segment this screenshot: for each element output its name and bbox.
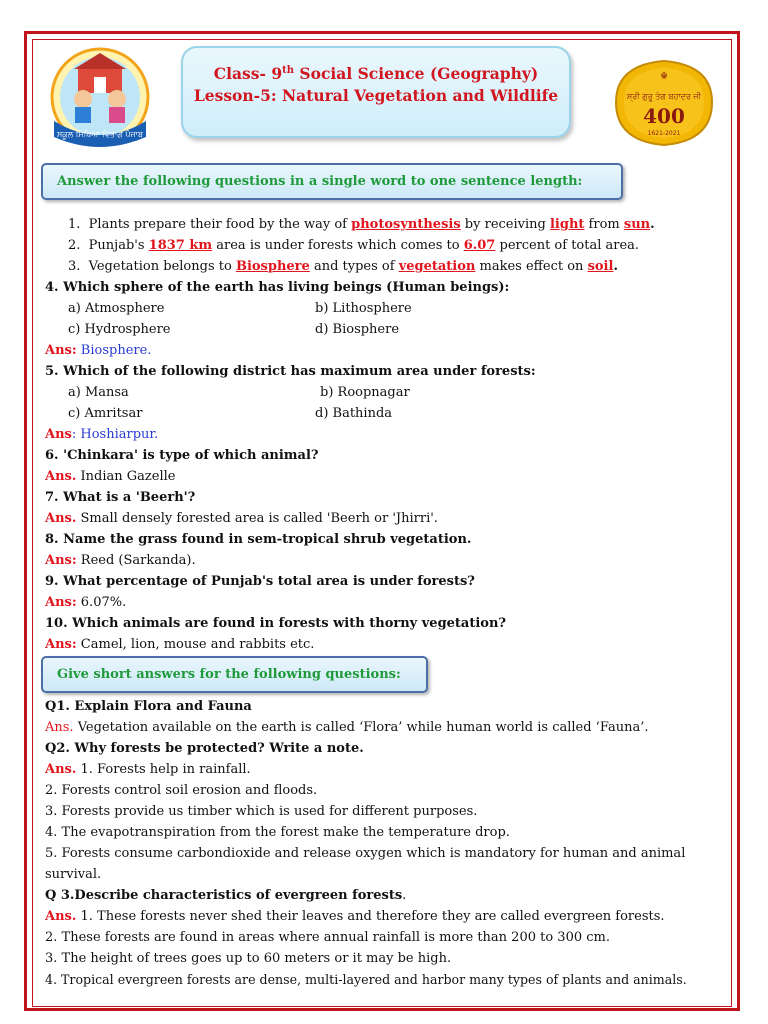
svg-text:☬: ☬ [660,71,668,82]
short-question-1: Q1. Explain Flora and Fauna [45,699,252,714]
sq3-answer-point-1: Ans. 1. These forests never shed their leaves and therefore they are called evergreen forests. [45,909,665,924]
question-6: 6. 'Chinkara' is type of which animal? [45,448,319,463]
title-box [181,46,571,138]
logo-right-number: 400 [643,104,685,128]
question-7: 7. What is a 'Beerh'? [45,490,196,505]
q5-option-c: c) Amritsar [68,406,143,421]
fill-in-question-3: 3. Vegetation belongs to Biosphere and types of vegetation makes effect on soil. [68,259,618,274]
short-question-2: Q2. Why forests be protected? Write a note. [45,741,364,756]
sq1-answer: Ans. Vegetation available on the earth is called ‘Flora’ while human world is called ‘Fauna’. [45,720,649,735]
logo-right-years: 1621-2021 [647,130,681,137]
question-10: 10. Which animals are found in forests with thorny vegetation? [45,616,507,631]
logo-left-caption: ਸਕੂਲ ਸਿੱਖਿਆ ਵਿਭਾਗ ਪੰਜਾਬ [56,130,144,139]
sq2-answer-point-5-cont: survival. [45,867,102,882]
anniversary-400-logo [606,55,722,149]
q5-option-a: a) Mansa [68,385,129,400]
sq3-answer-point-4: 4. Tropical evergreen forests are dense, multi-layered and harbor many types of plants and animals. [45,972,687,987]
logo-right-caption: ਸ੍ਰੀ ਗੁਰੂ ਤੇਗ ਬਹਾਦਰ ਜੀ [626,92,702,101]
sq2-answer-point-2: 2. Forests control soil erosion and floods. [45,783,318,798]
q10-answer: Ans: Camel, lion, mouse and rabbits etc. [45,637,315,652]
question-5: 5. Which of the following district has maximum area under forests: [45,364,536,379]
question-8: 8. Name the grass found in sem-tropical shrub vegetation. [45,532,472,547]
q4-option-b: b) Lithosphere [315,301,412,316]
fill-in-question-1: 1. Plants prepare their food by the way of photosynthesis by receiving light from sun. [68,217,655,232]
q5-option-d: d) Bathinda [315,406,393,421]
sq2-answer-point-1: Ans. 1. Forests help in rainfall. [45,762,251,777]
q4-option-c: c) Hydrosphere [68,322,171,337]
q6-answer: Ans. Indian Gazelle [45,469,176,484]
q9-answer: Ans: 6.07%. [45,595,127,610]
sq2-answer-point-4: 4. The evapotranspiration from the forest make the temperature drop. [45,825,510,840]
sq3-answer-point-3: 3. The height of trees goes up to 60 meters or it may be high. [45,951,452,966]
section-heading-one-sentence: Answer the following questions in a single word to one sentence length: [41,163,623,200]
section-heading-short-answers: Give short answers for the following questions: [41,656,428,693]
q4-option-a: a) Atmosphere [68,301,165,316]
question-4: 4. Which sphere of the earth has living beings (Human beings): [45,280,510,295]
school-education-logo [38,45,162,147]
fill-in-question-2: 2. Punjab's 1837 km area is under forests which comes to 6.07 percent of total area. [68,238,640,253]
q5-option-b: b) Roopnagar [320,385,410,400]
q4-option-d: d) Biosphere [315,322,400,337]
sq3-answer-point-2: 2. These forests are found in areas where annual rainfall is more than 200 to 300 cm. [45,930,610,945]
q5-answer: Ans: Hoshiarpur. [45,427,159,442]
sq2-answer-point-5: 5. Forests consume carbondioxide and release oxygen which is mandatory for human and animal [45,846,686,861]
page-title: Class- 9th Social Science (Geography) [213,64,539,83]
sq2-answer-point-3: 3. Forests provide us timber which is used for different purposes. [45,804,478,819]
q8-answer: Ans: Reed (Sarkanda). [45,553,196,568]
short-question-3: Q 3.Describe characteristics of evergreen forests. [45,888,407,903]
q4-answer: Ans: Biosphere. [45,343,152,358]
question-9: 9. What percentage of Punjab's total area is under forests? [45,574,475,589]
lesson-title: Lesson-5: Natural Vegetation and Wildlife [193,86,559,105]
q7-answer: Ans. Small densely forested area is called 'Beerh or 'Jhirri'. [45,511,438,526]
